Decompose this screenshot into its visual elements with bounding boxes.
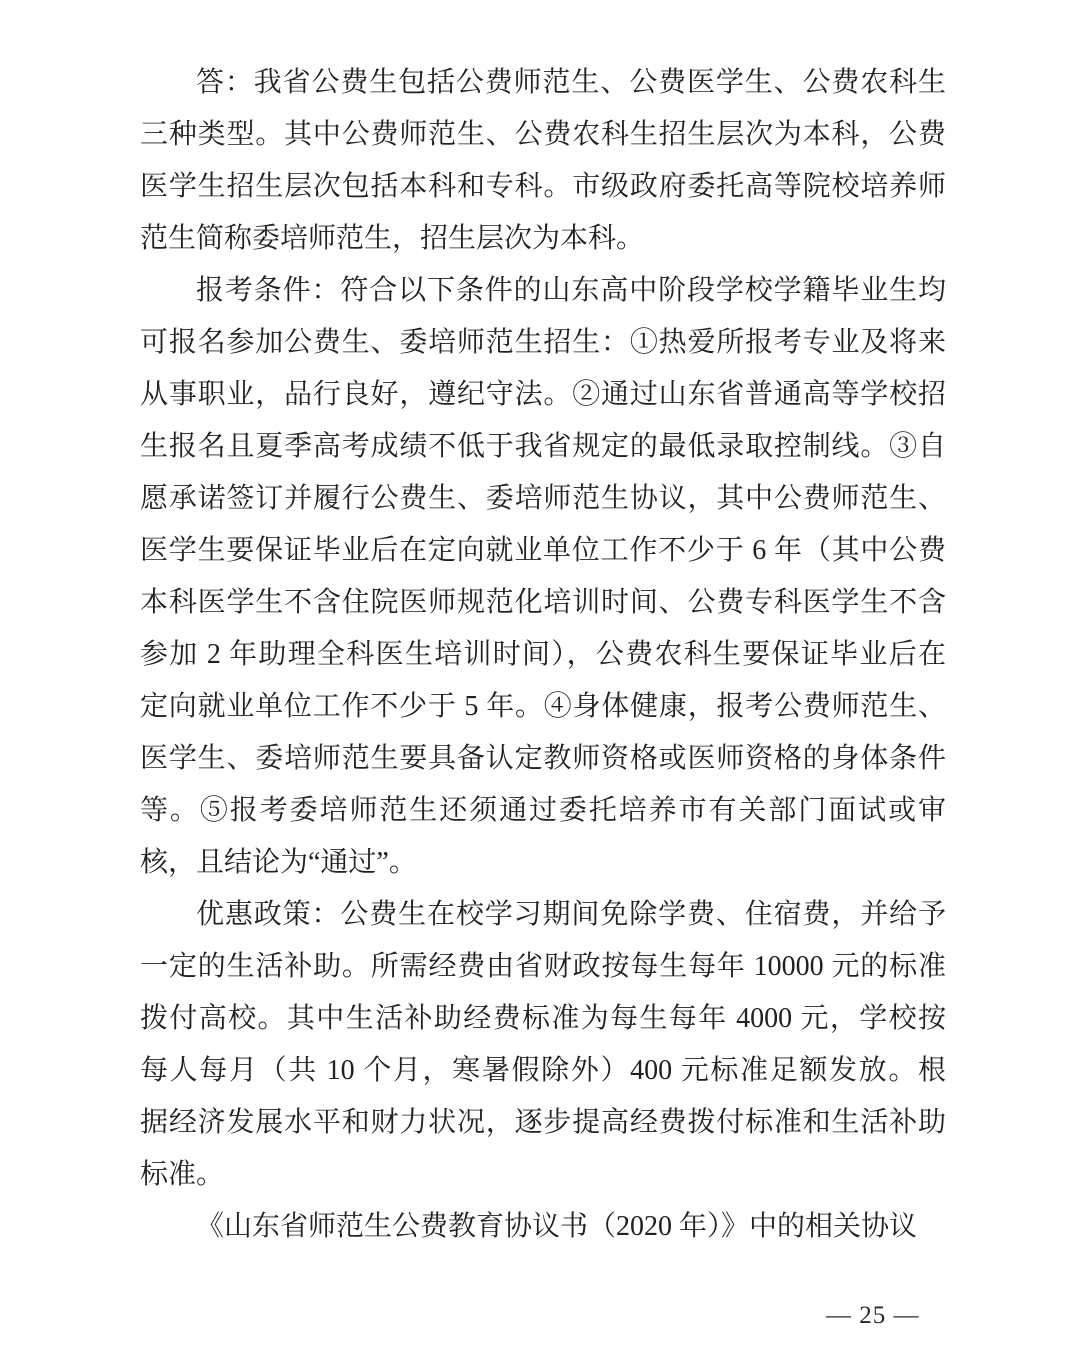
text-line: 等。⑤报考委培师范生还须通过委托培养市有关部门面试或审 [140,795,946,826]
text-line: 三种类型。其中公费师范生、公费农科生招生层次为本科，公费 [140,119,946,150]
text-line: 医学生要保证毕业后在定向就业单位工作不少于 6 年（其中公费 [140,535,946,566]
text-line: 一定的生活补助。所需经费由省财政按每生每年 10000 元的标准 [140,951,946,982]
text-line: 答：我省公费生包括公费师范生、公费医学生、公费农科生 [196,67,946,98]
text-line: 核，且结论为“通过”。 [140,847,417,878]
paragraph-application-conditions [140,265,946,889]
text-line: 本科医学生不含住院医师规范化培训时间、公费专科医学生不含 [140,587,946,618]
text-line: 定向就业单位工作不少于 5 年。④身体健康，报考公费师范生、 [140,691,946,722]
text-line: 医学生、委培师范生要具备认定教师资格或医师资格的身体条件 [140,743,946,774]
text-line: 据经济发展水平和财力状况，逐步提高经费拨付标准和生活补助 [140,1107,946,1138]
text-line: 参加 2 年助理全科医生培训时间），公费农科生要保证毕业后在 [140,639,946,670]
text-line: 《山东省师范生公费教育协议书（2020 年）》中的相关协议 [196,1211,918,1242]
text-line: 医学生招生层次包括本科和专科。市级政府委托高等院校培养师 [140,171,946,202]
paragraph-agreement-reference [140,1201,946,1253]
text-line: 可报名参加公费生、委培师范生招生：①热爱所报考专业及将来 [140,327,946,358]
text-line: 标准。 [140,1159,225,1190]
paragraph-answer-types [140,57,946,265]
paragraph-preferential-policy [140,889,946,1201]
page-number: — 25 — [826,1302,920,1329]
text-line: 优惠政策：公费生在校学习期间免除学费、住宿费，并给予 [196,899,946,930]
text-line: 报考条件：符合以下条件的山东高中阶段学校学籍毕业生均 [196,275,946,306]
text-line: 生报名且夏季高考成绩不低于我省规定的最低录取控制线。③自 [140,431,946,462]
text-line: 范生简称委培师范生，招生层次为本科。 [140,223,645,254]
text-line: 从事职业，品行良好，遵纪守法。②通过山东省普通高等学校招 [140,379,946,410]
document-text-block [140,57,946,1253]
text-line: 愿承诺签订并履行公费生、委培师范生协议，其中公费师范生、 [140,483,946,514]
text-line: 每人每月（共 10 个月，寒暑假除外）400 元标准足额发放。根 [140,1055,946,1086]
text-line: 拨付高校。其中生活补助经费标准为每生每年 4000 元，学校按 [140,1003,946,1034]
